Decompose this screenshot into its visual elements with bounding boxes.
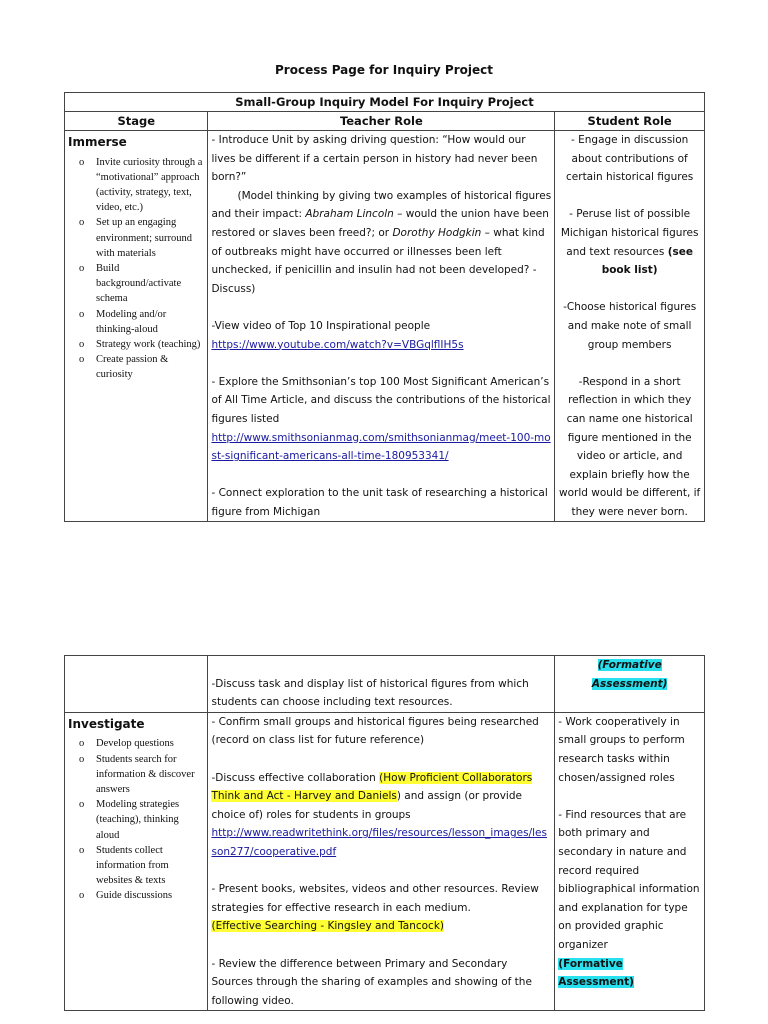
article-link[interactable]: http://www.smithsonianmag.com/smithsonianmag/meet-100-most-significant-americans-all-time-180953341/ (211, 431, 551, 463)
highlighted-reference: (Effective Searching - Kingsley and Tancock) (211, 920, 445, 933)
highlighted-reference: (How Proficient Collaborators Think and Act - Harvey and Daniels (211, 771, 533, 803)
list-item: o Students search for information & discover answers (96, 752, 204, 798)
teacher-role-cell (208, 131, 555, 522)
list-item: o Create passion & curiosity (96, 352, 204, 382)
student-text: - Work cooperatively in small groups to perform research tasks within chosen/assigned roles (558, 715, 685, 784)
student-text: - Find resources that are both primary and secondary in nature and record required bibliographical information and explanation for type on provided graphic organizer (558, 808, 700, 951)
text: (see book list) (601, 245, 693, 277)
student-role-cell (555, 131, 705, 522)
page-title: Process Page for Inquiry Project (275, 63, 493, 77)
stage-cell-immerse (65, 131, 208, 522)
text: Abraham Lincoln (305, 208, 394, 221)
text: - Peruse list of possible Michigan historical figures and text resources (560, 208, 699, 258)
list-item: o Strategy work (teaching) (96, 337, 204, 352)
stage-name: Investigate (68, 716, 145, 731)
teacher-text (211, 187, 551, 299)
inquiry-model-table-immerse (64, 92, 705, 522)
text: – would the union have been restored or slaves been freed?; or (211, 208, 549, 239)
student-role-cell (555, 712, 705, 1011)
text: – what kind of outbreaks might have occurred or illnesses been left unchecked, if penicillin and insulin had not been developed? - Discuss) (211, 226, 545, 295)
teacher-text: - Present books, websites, videos and other resources. Review strategies for effective research in each medium. (211, 883, 539, 914)
stage-steps (68, 155, 204, 383)
list-item: o Students collect information from websites & texts (96, 843, 204, 889)
header-teacher-role: Teacher Role (208, 112, 555, 131)
list-item: o Modeling and/or thinking-aloud (96, 307, 204, 337)
list-item: o Invite curiosity through a “motivational” approach (activity, strategy, text, video, etc.) (96, 155, 204, 216)
formative-assessment-badge: (Formative Assessment) (591, 659, 668, 690)
list-item: o Develop questions (96, 736, 204, 751)
teacher-role-cell (208, 712, 555, 1011)
table-caption: Small-Group Inquiry Model For Inquiry Project (65, 93, 705, 112)
student-text: - Engage in discussion about contributions of certain historical figures (566, 134, 694, 184)
text: Dorothy Hodgkin (392, 226, 482, 239)
student-role-cell (555, 656, 705, 713)
video-link[interactable]: https://www.youtube.com/watch?v=VBGqlflIH5s (211, 338, 464, 351)
teacher-text: - Connect exploration to the unit task of researching a historical figure from Michigan (211, 487, 548, 518)
text: ) and assign (or provide choice of) roles for students in groups (211, 790, 522, 821)
header-stage: Stage (65, 112, 208, 131)
inquiry-model-table-investigate (64, 655, 705, 1011)
text: (Model thinking by giving two examples of historical figures and their impact: (211, 189, 552, 221)
teacher-text: - Explore the Smithsonian’s top 100 Most Significant American’s of All Time Article, and discuss the contributions of the historical figures listed (211, 375, 551, 425)
stage-cell-empty (65, 656, 208, 713)
teacher-text: - Review the difference between Primary and Secondary Sources through the sharing of examples and showing of the following video. (211, 957, 532, 1007)
stage-name: Immerse (68, 135, 127, 149)
list-item: o Set up an engaging environment; surround with materials (96, 215, 204, 261)
teacher-text: - Introduce Unit by asking driving question: “How would our lives be different if a certain person in history had never been born?” (211, 134, 538, 184)
text: -Discuss effective collaboration (211, 771, 380, 784)
header-student-role: Student Role (555, 112, 705, 131)
stage-cell-investigate (65, 712, 208, 1011)
teacher-text: -Discuss task and display list of historical figures from which students can choose including text resources. (211, 677, 529, 709)
student-text: -Respond in a short reflection in which they can name one historical figure mentioned in the video or article, and explain briefly how the world would be different, if they were never born. (559, 375, 701, 518)
student-text: -Choose historical figures and make note of small group members (563, 301, 697, 351)
teacher-text: -View video of Top 10 Inspirational people (211, 319, 431, 332)
teacher-text (211, 769, 551, 825)
formative-assessment-badge: (Formative Assessment) (558, 957, 634, 989)
list-item: o Build background/activate schema (96, 261, 204, 307)
list-item: o Modeling strategies (teaching), thinking aloud (96, 797, 204, 843)
teacher-role-cell (208, 656, 555, 713)
teacher-text: - Confirm small groups and historical figures being researched (record on class list for future reference) (211, 715, 539, 747)
list-item: o Guide discussions (96, 888, 204, 903)
student-text (558, 205, 701, 279)
stage-steps (68, 736, 204, 903)
cooperative-pdf-link[interactable]: http://www.readwritethink.org/files/resources/lesson_images/lesson277/cooperative.pdf (211, 827, 547, 858)
